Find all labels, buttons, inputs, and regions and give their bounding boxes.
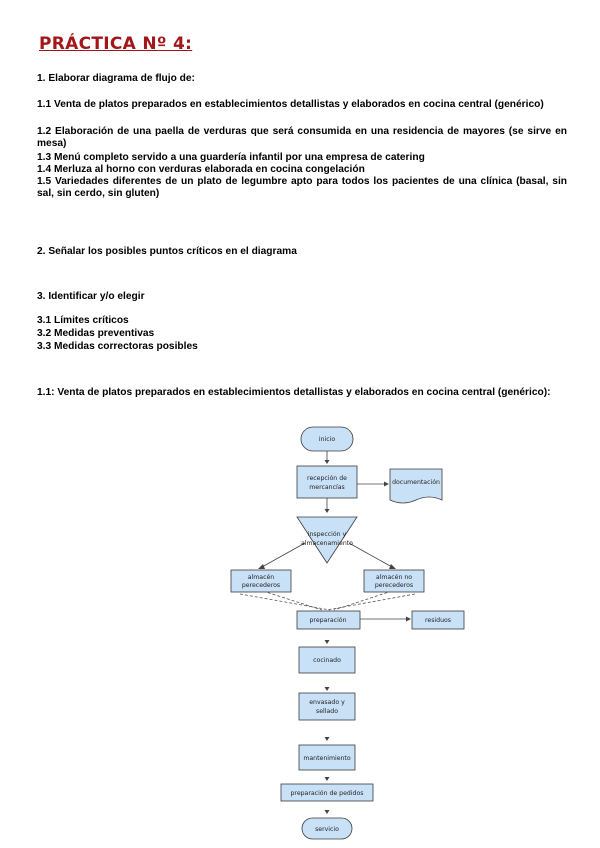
node-documentation-label: documentación — [392, 479, 440, 486]
node-inspection-label-1: inspección y — [307, 531, 347, 538]
flowchart-heading: 1.1: Venta de platos preparados en establecimientos detallistas y elaborados en cocina central (genérico): — [37, 387, 551, 398]
connector-storage-right-preparation — [334, 591, 392, 610]
node-cooking-label: cocinado — [313, 657, 341, 664]
connector-inspection-storage-right — [349, 543, 392, 567]
arrow-to-orders — [325, 777, 330, 781]
section-3-item-corrective: 3.3 Medidas correctoras posibles — [37, 341, 198, 352]
arrow-to-holding — [325, 737, 330, 741]
node-storage-perishable-label-1: almacén — [247, 574, 275, 581]
section-3-item-limits: 3.1 Límites críticos — [37, 315, 129, 326]
connector-inspection-storage-left — [262, 543, 305, 567]
section-1-heading: 1. Elaborar diagrama de flujo de: — [37, 73, 195, 84]
arrow-to-service — [325, 810, 330, 814]
node-inspection-label-2: almacenamiento — [301, 540, 353, 547]
node-storage-perishable-label-2: perecederos — [241, 582, 281, 589]
exercise-item-1-3: 1.3 Menú completo servido a una guardería infantil por una empresa de catering — [37, 152, 425, 163]
node-preparation-label: preparación — [309, 617, 347, 624]
node-reception-label-1: recepción de — [307, 475, 347, 482]
section-2-heading: 2. Señalar los posibles puntos críticos en el diagrama — [37, 246, 297, 257]
page-title: PRÁCTICA Nº 4: — [39, 34, 193, 54]
exercise-item-1-1: 1.1 Venta de platos preparados en establecimientos detallistas y elaborados en cocina central (genérico) — [37, 99, 544, 110]
exercise-item-1-4: 1.4 Merluza al horno con verduras elaborada en cocina congelación — [37, 164, 365, 175]
node-start-label: inicio — [318, 436, 336, 443]
section-3-heading: 3. Identificar y/o elegir — [37, 291, 145, 302]
node-storage-nonperishable-label-1: almacén no — [375, 574, 413, 581]
exercise-item-1-2: 1.2 Elaboración de una paella de verduras que será consumida en una residencia de mayores (se sirve en mesa) — [37, 126, 567, 149]
node-orders-label: preparación de pedidos — [290, 790, 364, 797]
connector-storage-left-preparation — [263, 591, 322, 610]
node-documentation — [390, 469, 442, 503]
node-storage-nonperishable-label-2: perecederos — [374, 582, 414, 589]
exercise-item-1-5: 1.5 Variedades diferentes de un plato de legumbre apto para todos los pacientes de una clínica (basal, sin sal, sin cerdo, sin gluten) — [37, 176, 567, 199]
node-waste-label: residuos — [424, 617, 452, 624]
section-3-item-preventive: 3.2 Medidas preventivas — [37, 328, 155, 339]
node-packaging-label-2: sellado — [316, 708, 338, 715]
node-holding-label: mantenimiento — [303, 755, 351, 762]
arrow-to-packaging — [325, 687, 330, 691]
node-reception-label-2: mercancías — [309, 484, 345, 491]
node-reception — [297, 466, 357, 498]
node-packaging — [299, 693, 355, 720]
arrow-to-cooking — [325, 640, 330, 644]
node-packaging-label-1: envasado y — [309, 699, 345, 706]
node-service-label: servicio — [315, 826, 339, 833]
